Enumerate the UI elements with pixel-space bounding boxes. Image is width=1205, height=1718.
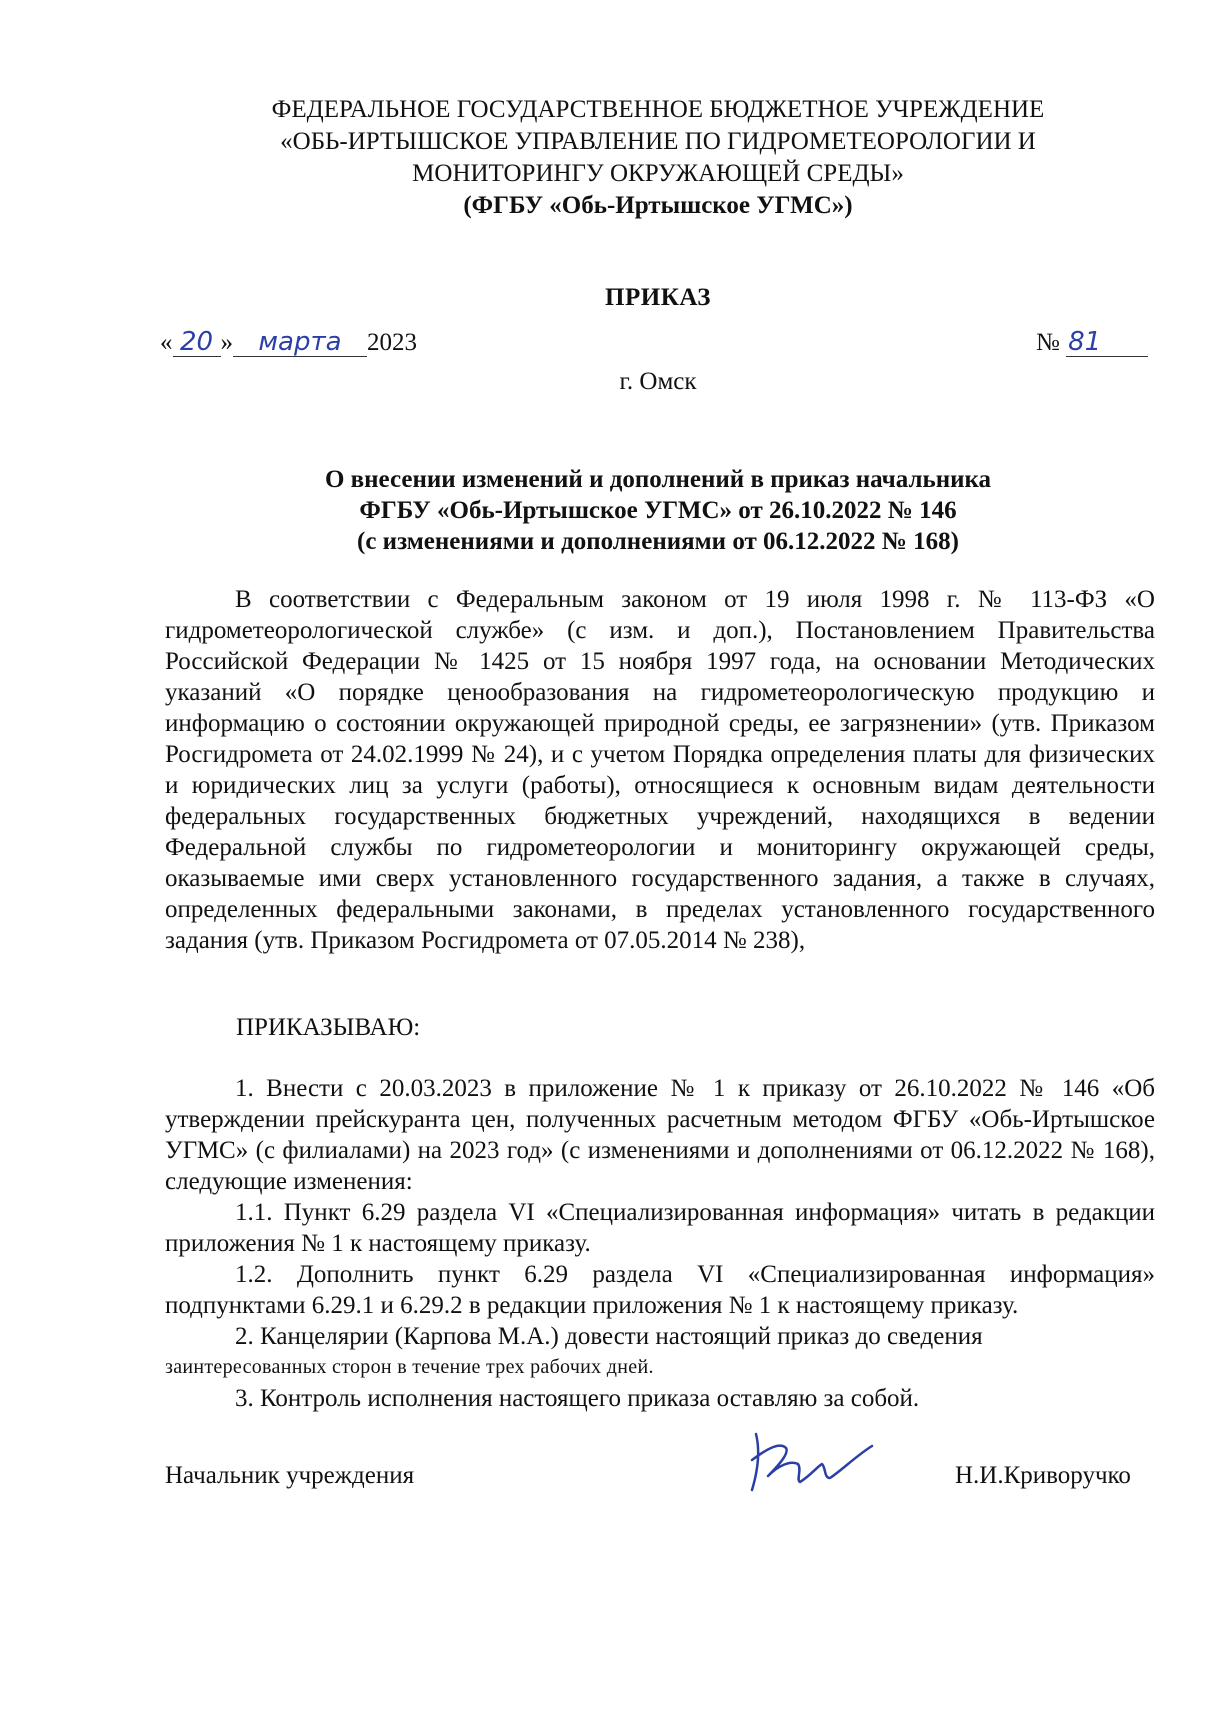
item-2-continuation: заинтересованных сторон в течение трех рабочих дней. [165, 1356, 654, 1378]
handwritten-signature [738, 1420, 888, 1505]
number-label: № [1036, 329, 1060, 356]
item-1: 1. Внести с 20.03.2023 в приложение № 1 к приказу от 26.10.2022 № 146 «Об утверждении прейскуранта цен, полученных расчетным методом ФГБУ «Обь-Иртышское УГМС» (с филиалами) на 2023 год» (с изменениями и дополнениями от 06.12.2022 № 168), следующие изменения: [165, 1075, 1155, 1195]
subject-line-3: (с изменениями и дополнениями от 06.12.2022 № 168) [357, 528, 959, 555]
item-1-2: 1.2. Дополнить пункт 6.29 раздела VI «Специализированная информация» подпунктами 6.29.1 и 6.29.2 в редакции приложения № 1 к настоящему приказу. [165, 1261, 1155, 1319]
organization-header [160, 94, 1156, 222]
date-month-handwritten: марта [233, 328, 367, 357]
order-number [1036, 328, 1148, 357]
date-day-handwritten: 20 [173, 328, 221, 357]
city: г. Омск [619, 368, 697, 395]
signatory-position: Начальник учреждения [165, 1462, 415, 1489]
item-3: 3. Контроль исполнения настоящего приказа оставляю за собой. [235, 1385, 920, 1412]
date-year: 2023 [367, 329, 417, 356]
document-type: ПРИКАЗ [605, 284, 711, 311]
org-line-2: «ОБЬ-ИРТЫШСКОЕ УПРАВЛЕНИЕ ПО ГИДРОМЕТЕОРОЛОГИИ И [280, 128, 1036, 155]
order-subject [160, 464, 1156, 557]
item-1-1: 1.1. Пункт 6.29 раздела VI «Специализированная информация» читать в редакции приложения № 1 к настоящему приказу. [165, 1199, 1155, 1257]
subject-line-2: ФГБУ «Обь-Иртышское УГМС» от 26.10.2022 № 146 [359, 497, 957, 524]
order-word: ПРИКАЗЫВАЮ: [236, 1014, 421, 1041]
subject-line-1: О внесении изменений и дополнений в приказ начальника [324, 466, 992, 493]
date-close-quote: » [220, 329, 233, 356]
preamble-paragraph: В соответствии с Федеральным законом от 19 июля 1998 г. № 113-ФЗ «О гидрометеорологической службе» (с изм. и доп.), Постановлением Правительства Российской Федерации № 1425 от 15 ноября 1997 года, на основании Методических указаний «О порядке ценообразования на гидрометеорологическую продукцию и информацию о состоянии окружающей природной среды, ее загрязнении» (утв. Приказом Росгидромета от 24.02.1999 № 24), и с учетом Порядка определения платы для физических и юридических лиц за услуги (работы), относящиеся к основным видам деятельности федеральных государственных бюджетных учреждений, находящихся в ведении Федеральной службы по гидрометеорологии и мониторингу окружающей среды, оказываемые ими сверх установленного государственного задания, а также в случаях, определенных федеральными законами, в пределах установленного государственного задания (утв. Приказом Росгидромета от 07.05.2014 № 238), [165, 586, 1155, 954]
order-items [165, 1073, 1155, 1414]
number-value-handwritten: 81 [1066, 328, 1148, 357]
org-short-name: (ФГБУ «Обь-Иртышское УГМС») [463, 192, 853, 219]
order-date [160, 328, 417, 357]
item-2: 2. Канцелярии (Карпова М.А.) довести настоящий приказ до сведения [235, 1323, 983, 1350]
signatory-name: Н.И.Криворучко [955, 1462, 1131, 1489]
date-open-quote: « [160, 329, 173, 356]
org-line-1: ФЕДЕРАЛЬНОЕ ГОСУДАРСТВЕННОЕ БЮДЖЕТНОЕ УЧРЕЖДЕНИЕ [271, 96, 1045, 123]
org-line-3: МОНИТОРИНГУ ОКРУЖАЮЩЕЙ СРЕДЫ» [412, 160, 904, 187]
